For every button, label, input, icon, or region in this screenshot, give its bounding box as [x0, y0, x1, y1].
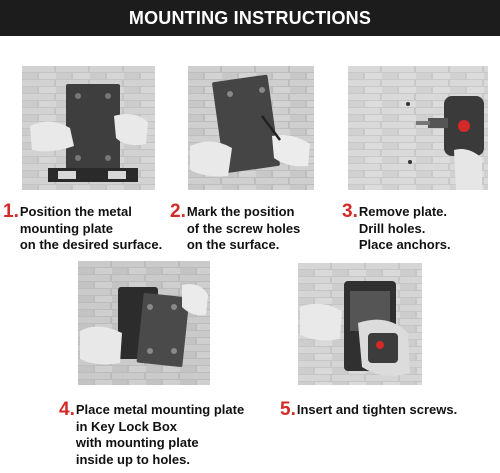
- step-1-photo: [22, 66, 155, 190]
- step-2: [170, 202, 300, 254]
- step-2-text: Mark the position of the screw holes on the surface.: [186, 204, 301, 252]
- step-4: [59, 400, 244, 468]
- step-5-photo: [298, 263, 422, 385]
- step-2-number: 2.: [170, 201, 186, 222]
- step-5-text: Insert and tighten screws.: [296, 402, 458, 417]
- step-4-text: Place metal mounting plate in Key Lock Box with mounting plate inside up to holes.: [75, 402, 245, 467]
- step-3-text: Remove plate. Drill holes. Place anchors.: [358, 204, 451, 252]
- step-3-photo: [348, 66, 488, 190]
- step-5: [280, 400, 457, 419]
- step-4-number: 4.: [59, 399, 75, 420]
- step-4-photo: [78, 261, 210, 385]
- step-1: [3, 202, 162, 254]
- step-3-number: 3.: [342, 201, 358, 222]
- step-5-number: 5.: [280, 399, 296, 420]
- step-1-number: 1.: [3, 201, 19, 222]
- page-title: MOUNTING INSTRUCTIONS: [128, 7, 372, 28]
- step-2-photo: [188, 66, 314, 190]
- header-banner: [0, 0, 500, 36]
- step-3: [342, 202, 451, 254]
- step-1-text: Position the metal mounting plate on the desired surface.: [19, 204, 163, 252]
